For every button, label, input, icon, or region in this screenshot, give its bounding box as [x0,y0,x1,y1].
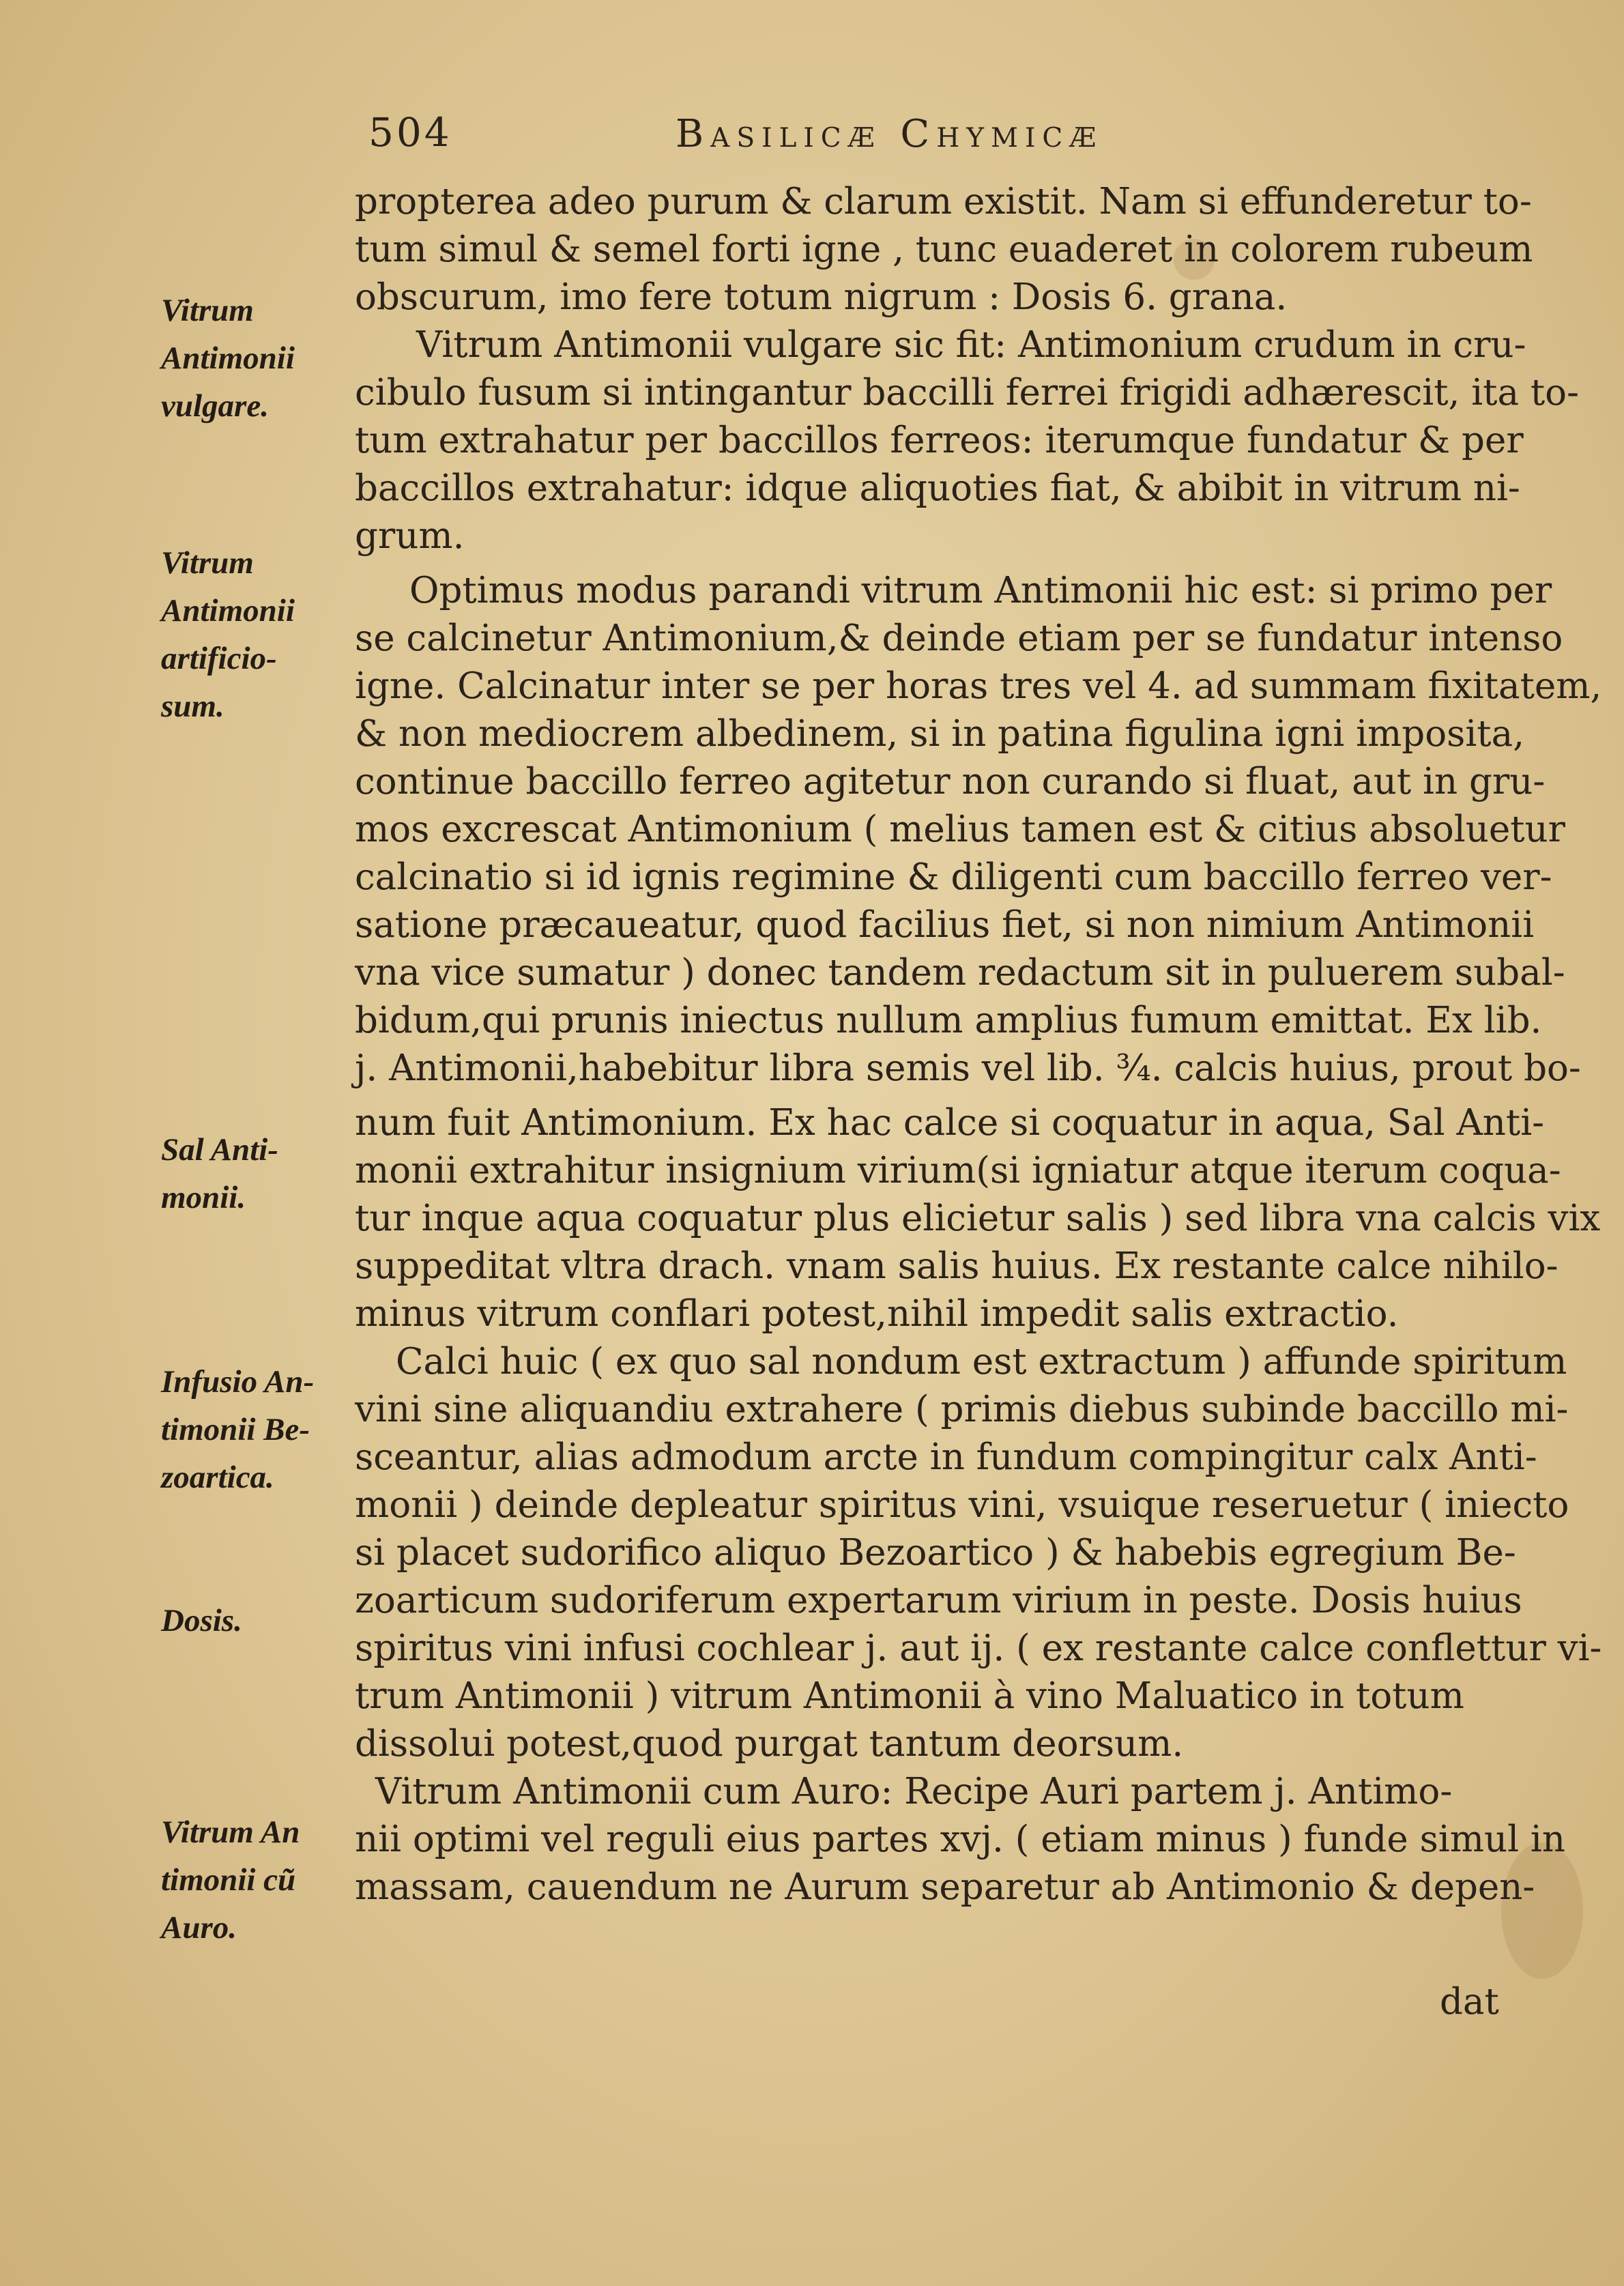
margin-note-line: timonii cũ [161,1862,296,1898]
text-line: propterea adeo purum & clarum existit. Nam si effunderetur to- [355,181,1532,222]
text-line: cibulo fusum si intingantur baccilli ferrei frigidi adhærescit, ita to- [355,372,1580,414]
page-number: 504 [368,109,452,156]
text-line: dissolui potest,quod purgat tantum deorsum. [355,1723,1184,1765]
text-line: calcinatio si id ignis regimine & diligenti cum baccillo ferreo ver- [355,856,1552,898]
margin-note-line: Vitrum [161,293,254,328]
margin-note [161,1808,300,1952]
margin-note-line: zoartica. [161,1460,274,1495]
text-line: mos excrescat Antimonium ( melius tamen est & citius absoluetur [355,809,1565,850]
paper-stain [1501,1842,1583,1979]
text-line: sceantur, alias admodum arcte in fundum compingitur calx Anti- [355,1436,1537,1478]
text-line: bidum,qui prunis iniectus nullum amplius fumum emittat. Ex lib. [355,1000,1542,1041]
margin-note-line: Sal Anti- [161,1132,278,1168]
text-line: vini sine aliquandiu extrahere ( primis diebus subinde baccillo mi- [355,1389,1569,1430]
text-line: satione præcaueatur, quod facilius fiet, si non nimium Antimonii [355,904,1535,946]
text-line: trum Antimonii ) vitrum Antimonii à vino Maluatico in totum [355,1675,1464,1717]
margin-note-line: timonii Be- [161,1412,310,1447]
margin-note-line: Antimonii [161,341,295,376]
text-line: nii optimi vel reguli eius partes xvj. ( etiam minus ) funde simul in [355,1819,1565,1860]
margin-note-line: monii. [161,1180,246,1215]
margin-note-line: Vitrum An [161,1814,300,1850]
text-line: zoarticum sudoriferum expertarum virium in peste. Dosis huius [355,1580,1522,1621]
margin-note-line: vulgare. [161,388,269,424]
margin-note-line: Dosis. [161,1603,242,1638]
margin-note [161,287,295,430]
text-line: baccillos extrahatur: idque aliquoties fiat, & abibit in vitrum ni- [355,467,1520,509]
text-line: igne. Calcinatur inter se per horas tres vel 4. ad summam fixitatem, [355,665,1602,707]
text-line: spiritus vini infusi cochlear j. aut ij. ( ex restante calce conflettur vi- [355,1627,1602,1669]
text-line: tum extrahatur per baccillos ferreos: iterumque fundatur & per [355,420,1524,461]
catchword: dat [1440,1981,1499,2023]
margin-note-line: sum. [161,689,224,724]
margin-note-line: Vitrum [161,545,254,581]
margin-note-line: Antimonii [161,593,295,628]
text-line: Optimus modus parandi vitrum Antimonii hic est: si primo per [409,570,1552,611]
text-line: monii extrahitur insignium virium(si igniatur atque iterum coqua- [355,1150,1561,1191]
margin-note [161,1597,242,1645]
margin-note-line: artificio- [161,641,277,676]
margin-note [161,1126,278,1221]
text-line: grum. [355,515,465,557]
running-head: Basilicæ Chymicæ [676,112,1103,156]
margin-note [161,1358,314,1501]
text-line: si placet sudorifico aliquo Bezoartico ) & habebis egregium Be- [355,1532,1516,1574]
text-line: & non mediocrem albedinem, si in patina figulina igni imposita, [355,713,1525,755]
margin-note-line: Infusio An- [161,1364,315,1400]
text-line: vna vice sumatur ) donec tandem redactum sit in puluerem subal- [355,952,1565,994]
page-header [368,109,1256,164]
text-line: suppeditat vltra drach. vnam salis huius. Ex restante calce nihilo- [355,1245,1558,1287]
text-line: j. Antimonii,habebitur libra semis vel lib. ¾. calcis huius, prout bo- [355,1047,1581,1089]
text-line: se calcinetur Antimonium,& deinde etiam per se fundatur intenso [355,618,1563,659]
text-line: Calci huic ( ex quo sal nondum est extractum ) affunde spiritum [396,1341,1567,1383]
margin-note [161,539,295,730]
text-line: monii ) deinde depleatur spiritus vini, vsuique reseruetur ( iniecto [355,1484,1569,1526]
text-line: Vitrum Antimonii cum Auro: Recipe Auri partem j. Antimo- [375,1771,1453,1812]
text-line: tum simul & semel forti igne , tunc euaderet in colorem rubeum [355,229,1533,270]
text-line: Vitrum Antimonii vulgare sic fit: Antimonium crudum in cru- [416,324,1526,366]
text-line: obscurum, imo fere totum nigrum : Dosis 6. grana. [355,276,1288,318]
margin-note-line: Auro. [161,1910,237,1945]
text-line: massam, cauendum ne Aurum separetur ab Antimonio & depen- [355,1866,1535,1908]
text-line: minus vitrum conflari potest,nihil impedit salis extractio. [355,1293,1399,1335]
text-line: num fuit Antimonium. Ex hac calce si coquatur in aqua, Sal Anti- [355,1102,1545,1144]
text-line: continue baccillo ferreo agitetur non curando si fluat, aut in gru- [355,761,1546,802]
text-line: tur inque aqua coquatur plus elicietur salis ) sed libra vna calcis vix [355,1198,1601,1239]
